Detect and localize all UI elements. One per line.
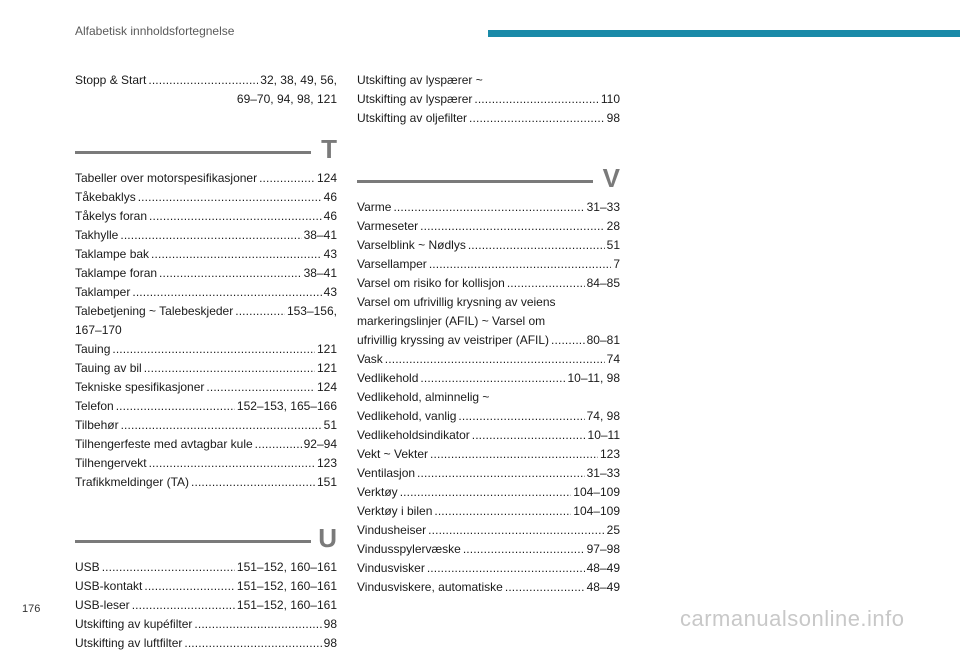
section-rule [75, 151, 311, 154]
index-entry: markeringslinjer (AFIL) ~ Varsel om [357, 314, 546, 328]
section-letter: V [602, 163, 620, 193]
entry-group-top-left [75, 71, 337, 109]
index-entry: Varme . . . 31–33 [357, 198, 620, 217]
index-entry: Tauing . . . 121 [75, 340, 337, 359]
section-letter: U [318, 523, 337, 553]
index-entry: Varsellamper . . . 7 [357, 255, 620, 274]
index-entry: Taklampe foran . . . 38–41 [75, 264, 337, 283]
index-entry: Tabeller over motorspesifikasjoner . . . 124 [75, 169, 337, 188]
entry-list-t [75, 169, 337, 492]
index-entry: Taklamper . . . 43 [75, 283, 337, 302]
index-entry: Vindusviskere, automatiske . . . 48–49 [357, 578, 620, 597]
index-entry-continuation: 69–70, 94, 98, 121 [236, 92, 337, 106]
section-letter: T [321, 134, 337, 164]
section-heading-v [357, 152, 620, 198]
index-entry: Tauing av bil . . . 121 [75, 359, 337, 378]
page-number: 176 [22, 603, 41, 615]
index-entry: Verktøy i bilen . . . 104–109 [357, 502, 620, 521]
index-entry: Tilbehør . . . 51 [75, 416, 337, 435]
index-entry: Tåkebaklys . . . 46 [75, 188, 337, 207]
index-entry: Vedlikehold . . . 10–11, 98 [357, 369, 620, 388]
section-heading-t [75, 123, 337, 169]
index-entry: Tilhengervekt . . . 123 [75, 454, 337, 473]
index-entry: Vedlikehold, alminnelig ~ [357, 390, 490, 404]
index-entry: USB-leser . . . 151–152, 160–161 [75, 596, 337, 615]
index-entry: Talebetjening ~ Talebeskjeder . . . 153–156, [75, 302, 337, 321]
index-entry: Utskifting av kupéfilter . . . 98 [75, 615, 337, 634]
index-entry: Taklampe bak . . . 43 [75, 245, 337, 264]
index-entry: Utskifting av lyspærer . . . 110 [357, 90, 620, 109]
index-entry: Takhylle . . . 38–41 [75, 226, 337, 245]
index-column-left [75, 71, 337, 653]
index-entry: Vedlikehold, vanlig . . . 74, 98 [357, 407, 620, 426]
index-entry: Telefon . . . 152–153, 165–166 [75, 397, 337, 416]
index-entry-continuation: 167–170 [75, 323, 122, 337]
index-entry: Vask . . . 74 [357, 350, 620, 369]
index-entry: Vekt ~ Vekter . . . 123 [357, 445, 620, 464]
entry-list-v [357, 198, 620, 597]
index-entry: Trafikkmeldinger (TA) . . . 151 [75, 473, 337, 492]
entry-list-u [75, 558, 337, 653]
section-rule [75, 540, 311, 543]
index-entry: USB . . . 151–152, 160–161 [75, 558, 337, 577]
index-entry: Tåkelys foran . . . 46 [75, 207, 337, 226]
index-entry: Varsel om risiko for kollisjon . . . 84–85 [357, 274, 620, 293]
index-entry: Varsel om ufrivillig krysning av veiens [357, 295, 556, 309]
entry-group-top-right [357, 71, 620, 128]
section-rule [357, 180, 593, 183]
index-entry: Vedlikeholdsindikator . . . 10–11 [357, 426, 620, 445]
index-entry: Tilhengerfeste med avtagbar kule . . . 92–94 [75, 435, 337, 454]
index-entry: Varselblink ~ Nødlys . . . 51 [357, 236, 620, 255]
index-entry: Stopp & Start . . . 32, 38, 49, 56, [75, 71, 337, 90]
index-entry: Vindusvisker . . . 48–49 [357, 559, 620, 578]
header-accent-bar [488, 30, 960, 37]
index-column-right [357, 71, 620, 597]
watermark: carmanualsonline.info [680, 606, 905, 631]
index-entry: Vindusspylervæske . . . 97–98 [357, 540, 620, 559]
index-entry: Tekniske spesifikasjoner . . . 124 [75, 378, 337, 397]
index-entry: Utskifting av oljefilter . . . 98 [357, 109, 620, 128]
index-entry: Utskifting av lyspærer ~ [357, 73, 483, 87]
section-heading-u [75, 512, 337, 558]
index-entry: Ventilasjon . . . 31–33 [357, 464, 620, 483]
index-entry: Utskifting av luftfilter . . . 98 [75, 634, 337, 653]
index-entry: USB-kontakt . . . 151–152, 160–161 [75, 577, 337, 596]
page-header-title: Alfabetisk innholdsfortegnelse [75, 24, 235, 38]
index-entry: Varmeseter . . . 28 [357, 217, 620, 236]
index-entry: Verktøy . . . 104–109 [357, 483, 620, 502]
index-entry: Vindusheiser . . . 25 [357, 521, 620, 540]
index-entry: ufrivillig kryssing av veistriper (AFIL) . . . 80–81 [357, 331, 620, 350]
